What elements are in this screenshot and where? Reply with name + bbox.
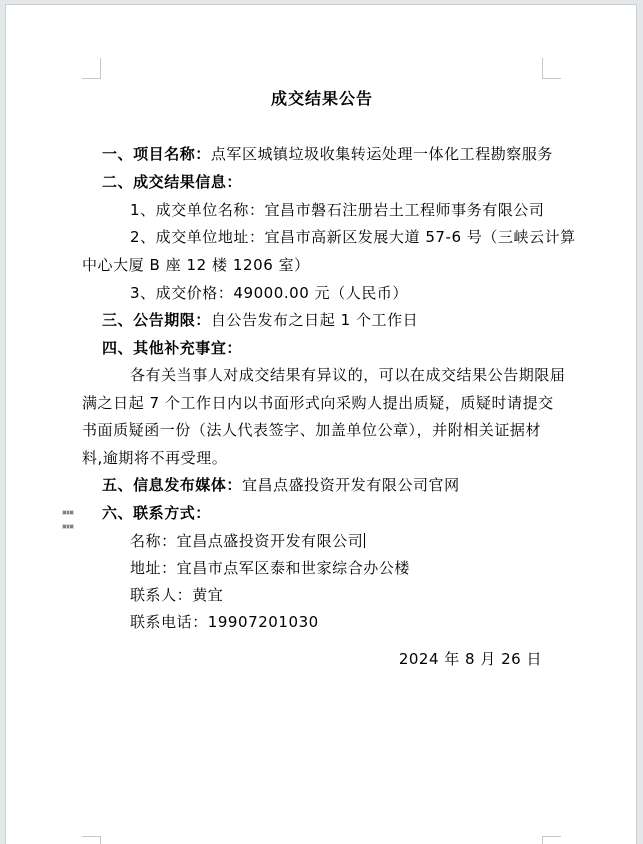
text-boundary-corner-top-left-icon <box>82 58 101 79</box>
doc-line[interactable]: 2、成交单位地址：宜昌市高新区发展大道 57-6 号（三峡云计算 <box>130 228 576 246</box>
doc-line[interactable]: 料,逾期将不再受理。 <box>82 449 228 467</box>
drag-handle-icon[interactable] <box>63 511 73 528</box>
doc-line[interactable]: 1、成交单位名称：宜昌市磐石注册岩土工程师事务有限公司 <box>130 201 545 219</box>
doc-date[interactable]: 2024 年 8 月 26 日 <box>398 650 542 668</box>
doc-line[interactable]: 中心大厦 B 座 12 楼 1206 室） <box>82 256 310 274</box>
text-boundary-corner-top-right-icon <box>542 58 561 79</box>
doc-line[interactable]: 地址：宜昌市点军区泰和世家综合办公楼 <box>130 559 410 577</box>
text-boundary-corner-bottom-right-icon <box>542 836 561 844</box>
doc-line[interactable]: 三、公告期限：自公告发布之日起 1 个工作日 <box>102 311 419 329</box>
doc-line[interactable]: 四、其他补充事宜： <box>102 339 242 357</box>
doc-line[interactable]: 六、联系方式： <box>102 504 211 522</box>
doc-line[interactable]: 书面质疑函一份（法人代表签字、加盖单位公章），并附相关证据材 <box>82 421 542 439</box>
doc-line[interactable]: 五、信息发布媒体：宜昌点盛投资开发有限公司官网 <box>102 476 460 494</box>
doc-line[interactable]: 联系人：黄宜 <box>130 586 224 604</box>
doc-line[interactable]: 一、项目名称：点军区城镇垃圾收集转运处理一体化工程勘察服务 <box>102 145 553 163</box>
doc-line[interactable]: 各有关当事人对成交结果有异议的，可以在成交结果公告期限届 <box>130 366 566 384</box>
page-title[interactable]: 成交结果公告 <box>270 89 373 108</box>
doc-line[interactable]: 3、成交价格：49000.00 元（人民币） <box>130 284 408 302</box>
doc-line[interactable]: 二、成交结果信息： <box>102 173 242 191</box>
text-boundary-corner-bottom-left-icon <box>82 836 101 844</box>
doc-line[interactable]: 满之日起 7 个工作日内以书面形式向采购人提出质疑，质疑时请提交 <box>82 394 554 412</box>
doc-line[interactable]: 名称：宜昌点盛投资开发有限公司 <box>130 532 364 550</box>
text-cursor <box>364 533 365 548</box>
doc-line[interactable]: 联系电话：19907201030 <box>130 613 319 631</box>
